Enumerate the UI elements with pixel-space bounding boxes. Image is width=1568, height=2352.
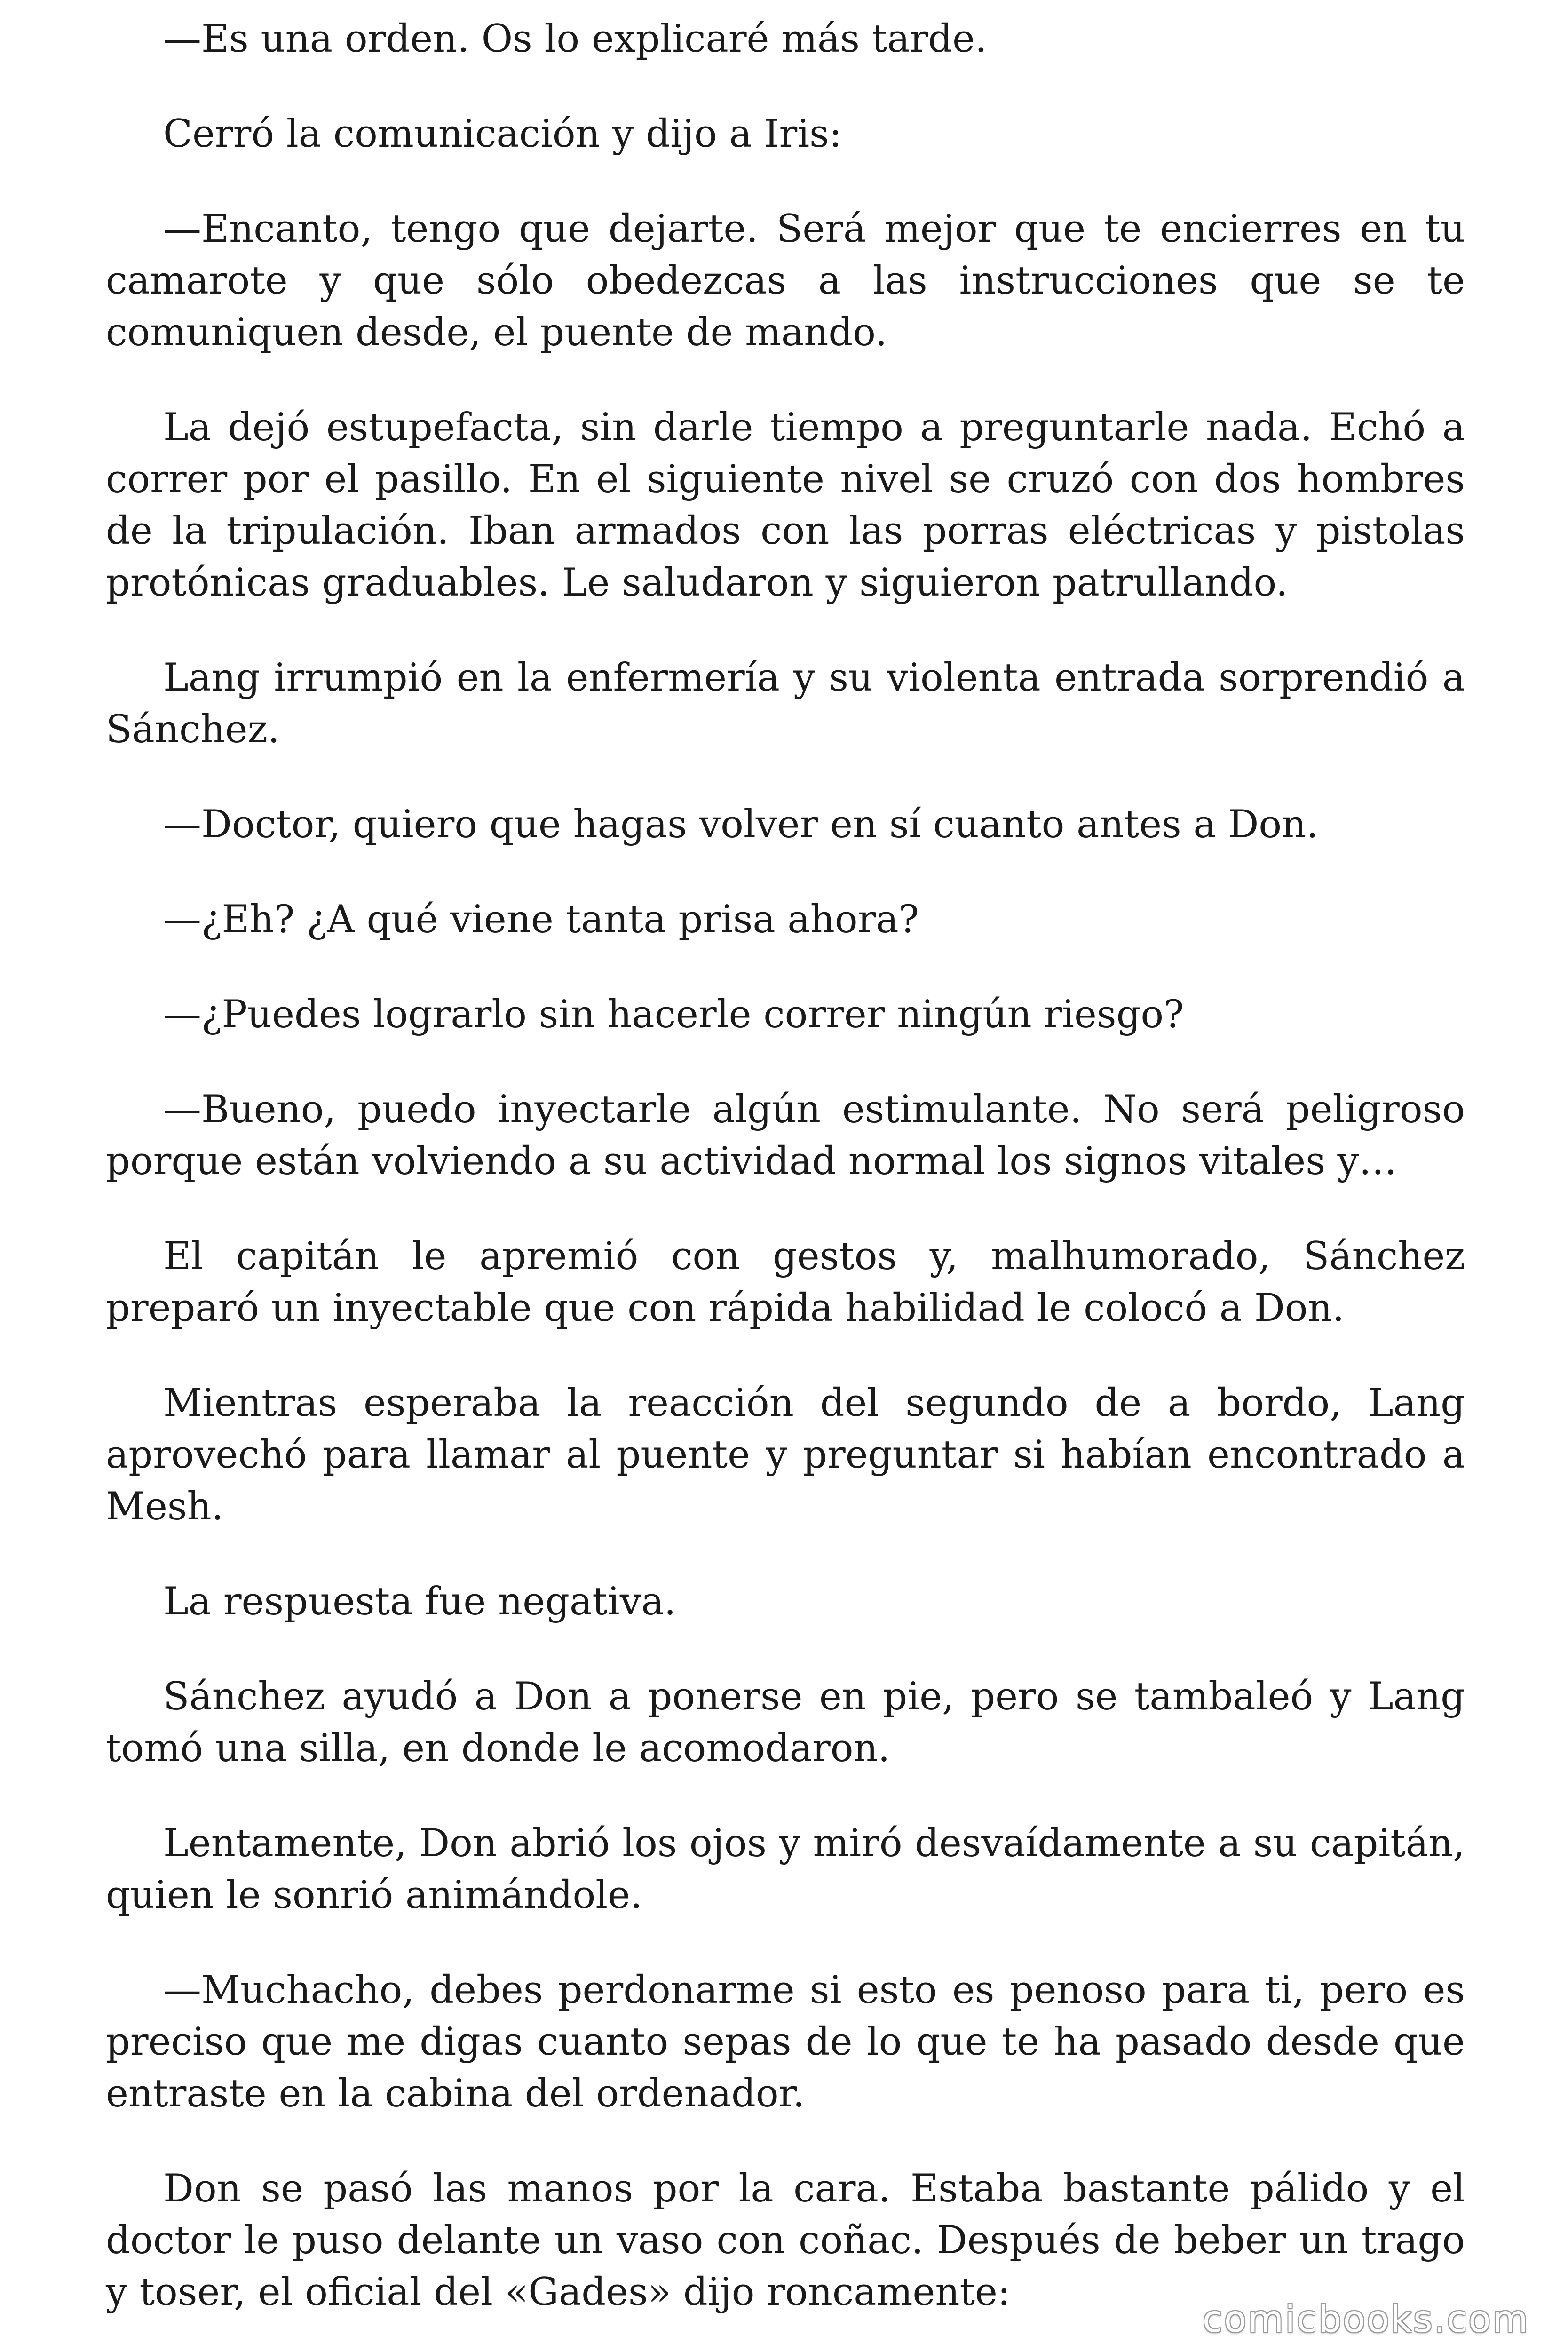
paragraph: —Bueno, puedo inyectarle algún estimulante. No será peligroso porque están volviendo a su actividad normal los signos vitales y… bbox=[106, 1088, 1465, 1184]
paragraph: La dejó estupefacta, sin darle tiempo a preguntarle nada. Echó a correr por el pasillo. En el siguiente nivel se cruzó con dos hombres de la tripulación. Iban armados con las porras eléctricas y pistolas protónicas graduables. Le saludaron y siguieron patrullando. bbox=[106, 405, 1465, 605]
paragraph: —Muchacho, debes perdonarme si esto es penoso para ti, pero es preciso que me digas cuanto sepas de lo que te ha pasado desde que entraste en la cabina del ordenador. bbox=[106, 1968, 1465, 2116]
paragraph: El capitán le apremió con gestos y, malhumorado, Sánchez preparó un inyectable que con rápida habilidad le colocó a Don. bbox=[106, 1234, 1465, 1330]
paragraph: —¿Puedes lograrlo sin hacerle correr ningún riesgo? bbox=[163, 993, 1184, 1037]
body-text bbox=[106, 13, 1465, 2318]
paragraph: Mientras esperaba la reacción del segundo de a bordo, Lang aprovechó para llamar al puente y preguntar si habían encontrado a Mesh. bbox=[106, 1381, 1465, 1529]
paragraph: Sánchez ayudó a Don a ponerse en pie, pero se tambaleó y Lang tomó una silla, en donde le acomodaron. bbox=[106, 1675, 1465, 1771]
paragraph: —Es una orden. Os lo explicaré más tarde. bbox=[163, 17, 987, 61]
paragraph: —¿Eh? ¿A qué viene tanta prisa ahora? bbox=[163, 898, 919, 942]
paragraph: Lentamente, Don abrió los ojos y miró desvaídamente a su capitán, quien le sonrió animándole. bbox=[106, 1821, 1465, 1917]
paragraph: Don se pasó las manos por la cara. Estaba bastante pálido y el doctor le puso delante un vaso con coñac. Después de beber un trago y toser, el oficial del «Gades» dijo roncamente: bbox=[106, 2167, 1465, 2314]
watermark: comicbooks.com bbox=[1202, 2298, 1529, 2341]
paragraph: Lang irrumpió en la enfermería y su violenta entrada sorprendió a Sánchez. bbox=[106, 656, 1465, 752]
paragraph: Cerró la comunicación y dijo a Iris: bbox=[163, 112, 842, 156]
paragraph: La respuesta fue negativa. bbox=[163, 1580, 676, 1624]
paragraph: —Doctor, quiero que hagas volver en sí cuanto antes a Don. bbox=[163, 803, 1319, 847]
paragraph: —Encanto, tengo que dejarte. Será mejor que te encierres en tu camarote y que sólo obedezcas a las instrucciones que se te comuniquen desde, el puente de mando. bbox=[106, 207, 1465, 355]
